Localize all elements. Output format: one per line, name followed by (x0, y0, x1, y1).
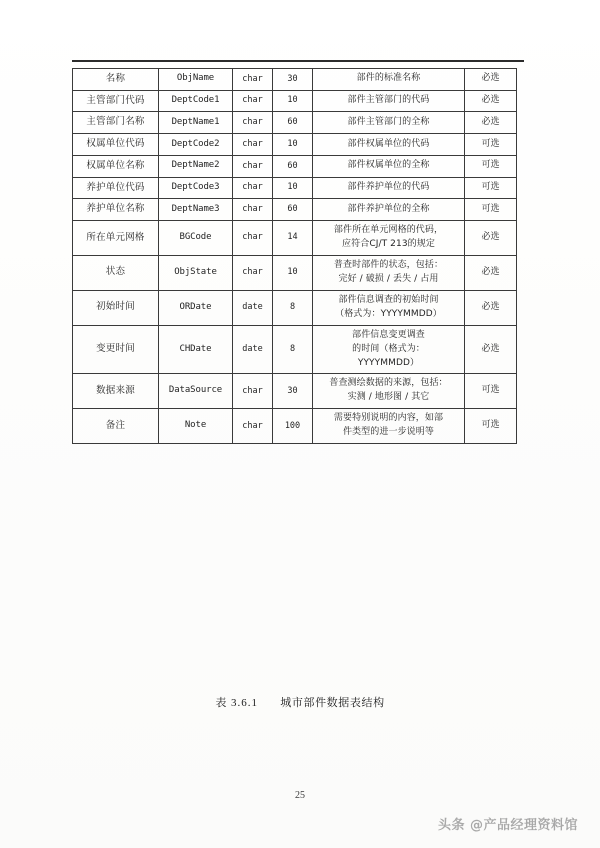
page-header-rule (72, 60, 524, 62)
cell-description (313, 199, 465, 221)
cell-field-name: DeptName3 (159, 199, 233, 221)
description-line: 部件信息调查的初始时间 (338, 294, 439, 305)
cell-data-type: char (233, 69, 273, 91)
cell-component-name: 权属单位名称 (73, 155, 159, 177)
cell-field-length: 10 (273, 134, 313, 156)
cell-description (313, 221, 465, 256)
cell-data-type: char (233, 374, 273, 409)
cell-required-flag: 可选 (465, 409, 517, 444)
table-row (73, 134, 517, 156)
watermark-text: 头条 @产品经理资料馆 (437, 818, 578, 833)
table-row (73, 290, 517, 325)
table-row (73, 255, 517, 290)
cell-field-length: 10 (273, 255, 313, 290)
cell-data-type: char (233, 155, 273, 177)
cell-field-length: 60 (273, 199, 313, 221)
cell-field-length: 10 (273, 90, 313, 112)
cell-description (313, 155, 465, 177)
table-body (73, 69, 517, 444)
table-row (73, 374, 517, 409)
cell-field-name: ORDate (159, 290, 233, 325)
description-line: 需要特别说明的内容，如部 (333, 413, 444, 424)
cell-component-name: 变更时间 (73, 325, 159, 374)
cell-component-name: 备注 (73, 409, 159, 444)
table-row (73, 112, 517, 134)
cell-data-type: char (233, 221, 273, 256)
table-caption (0, 694, 600, 710)
cell-component-name: 养护单位代码 (73, 177, 159, 199)
cell-required-flag: 可选 (465, 155, 517, 177)
cell-field-name: ObjState (159, 255, 233, 290)
cell-description (313, 290, 465, 325)
description-line: 部件主管部门的全称 (347, 116, 430, 127)
cell-field-length: 8 (273, 325, 313, 374)
cell-data-type: char (233, 90, 273, 112)
table-row (73, 177, 517, 199)
cell-field-length: 60 (273, 155, 313, 177)
cell-field-name: DeptName2 (159, 155, 233, 177)
cell-description (313, 69, 465, 91)
table-row (73, 199, 517, 221)
description-line: 部件主管部门的代码 (347, 95, 430, 106)
cell-data-type: date (233, 325, 273, 374)
description-line: （格式为：YYYYMMDD） (335, 308, 442, 319)
table-row (73, 409, 517, 444)
cell-component-name: 状态 (73, 255, 159, 290)
table-row (73, 221, 517, 256)
cell-field-name: BGCode (159, 221, 233, 256)
description-line: YYYYMMDD） (357, 357, 420, 368)
description-line: 部件养护单位的全称 (347, 203, 430, 214)
description-line: 普查时部件的状态，包括： (333, 259, 444, 270)
cell-data-type: char (233, 177, 273, 199)
cell-field-name: DeptName1 (159, 112, 233, 134)
cell-required-flag: 必选 (465, 255, 517, 290)
caption-title: 城市部件数据表结构 (280, 696, 385, 709)
description-line: 普查测绘数据的来源，包括： (329, 378, 448, 389)
cell-description (313, 112, 465, 134)
description-line: 的时间（格式为： (352, 343, 425, 354)
cell-required-flag: 可选 (465, 177, 517, 199)
city-component-data-table (72, 68, 517, 444)
cell-field-length: 10 (273, 177, 313, 199)
description-line: 部件养护单位的代码 (347, 181, 430, 192)
cell-data-type: char (233, 255, 273, 290)
cell-required-flag: 可选 (465, 374, 517, 409)
description-line: 部件信息变更调查 (352, 329, 425, 340)
cell-data-type: char (233, 409, 273, 444)
cell-description (313, 177, 465, 199)
table-row (73, 325, 517, 374)
cell-description (313, 374, 465, 409)
cell-required-flag: 必选 (465, 69, 517, 91)
description-line: 部件权属单位的全称 (347, 160, 430, 171)
description-line: 部件的标准名称 (356, 73, 421, 84)
cell-required-flag: 必选 (465, 221, 517, 256)
cell-required-flag: 可选 (465, 134, 517, 156)
cell-description (313, 255, 465, 290)
cell-field-length: 100 (273, 409, 313, 444)
cell-field-length: 14 (273, 221, 313, 256)
cell-component-name: 权属单位代码 (73, 134, 159, 156)
cell-field-name: DeptCode2 (159, 134, 233, 156)
cell-field-length: 8 (273, 290, 313, 325)
cell-required-flag: 必选 (465, 90, 517, 112)
cell-field-name: DeptCode3 (159, 177, 233, 199)
cell-component-name: 主管部门名称 (73, 112, 159, 134)
description-line: 完好 / 破损 / 丢失 / 占用 (338, 273, 439, 284)
cell-required-flag: 必选 (465, 290, 517, 325)
cell-field-name: DataSource (159, 374, 233, 409)
description-line: 实测 / 地形图 / 其它 (347, 392, 430, 403)
cell-component-name: 名称 (73, 69, 159, 91)
cell-field-length: 30 (273, 374, 313, 409)
cell-required-flag: 必选 (465, 112, 517, 134)
caption-number: 表 3.6.1 (215, 697, 259, 709)
cell-component-name: 主管部门代码 (73, 90, 159, 112)
cell-description (313, 325, 465, 374)
cell-component-name: 所在单元网格 (73, 221, 159, 256)
cell-component-name: 数据来源 (73, 374, 159, 409)
cell-field-length: 30 (273, 69, 313, 91)
cell-data-type: char (233, 112, 273, 134)
cell-field-name: CHDate (159, 325, 233, 374)
description-line: 件类型的进一步说明等 (342, 427, 434, 438)
cell-component-name: 初始时间 (73, 290, 159, 325)
cell-field-name: Note (159, 409, 233, 444)
cell-field-length: 60 (273, 112, 313, 134)
cell-field-name: DeptCode1 (159, 90, 233, 112)
table-row (73, 90, 517, 112)
cell-component-name: 养护单位名称 (73, 199, 159, 221)
cell-description (313, 409, 465, 444)
cell-data-type: char (233, 199, 273, 221)
cell-required-flag: 可选 (465, 199, 517, 221)
table-row (73, 155, 517, 177)
table-row (73, 69, 517, 91)
cell-data-type: char (233, 134, 273, 156)
description-line: 应符合CJ/T 213的规定 (342, 238, 435, 249)
cell-data-type: date (233, 290, 273, 325)
cell-field-name: ObjName (159, 69, 233, 91)
cell-required-flag: 必选 (465, 325, 517, 374)
cell-description (313, 90, 465, 112)
description-line: 部件所在单元网格的代码， (333, 225, 444, 236)
cell-description (313, 134, 465, 156)
description-line: 部件权属单位的代码 (347, 138, 430, 149)
page-number: 25 (295, 790, 305, 801)
